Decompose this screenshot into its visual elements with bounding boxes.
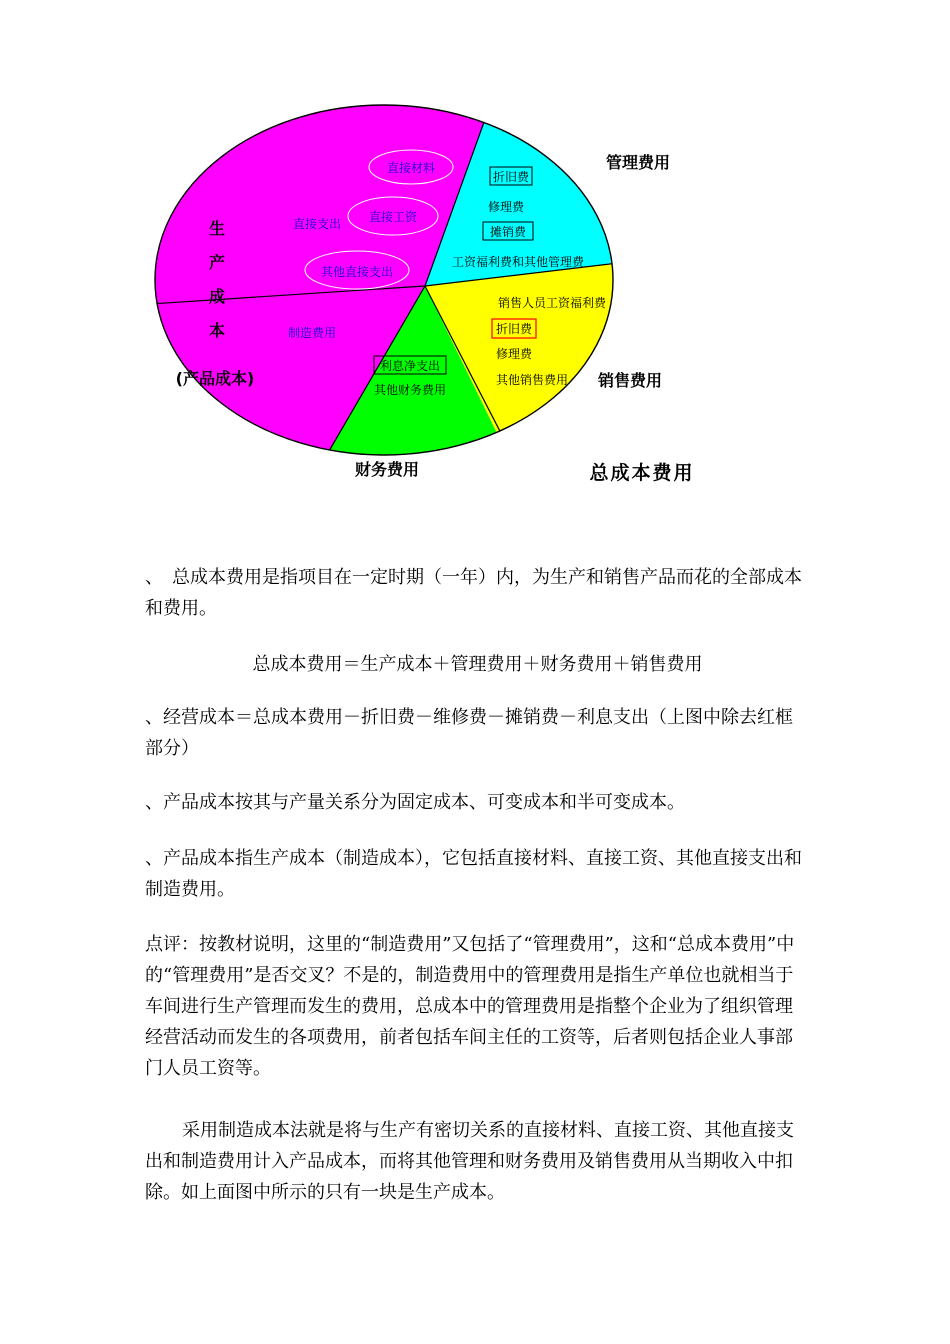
depreciation-sales-label: 折旧费 <box>495 322 533 336</box>
management-cost-label: 管理费用 <box>605 153 671 172</box>
other-direct-label: 其他直接支出 <box>320 265 394 279</box>
total-cost-title: 总成本费用 <box>589 462 695 484</box>
welfare-other-mgmt-label: 工资福利费和其他管理费 <box>451 255 585 269</box>
sales-staff-welfare-label: 销售人员工资福利费 <box>497 296 607 310</box>
production-char-1: 生 <box>208 219 226 238</box>
interest-label: 利息净支出 <box>379 359 441 373</box>
sales-cost-label: 销售费用 <box>597 371 663 390</box>
paragraph-total-cost-formula: 总成本费用＝生产成本＋管理费用＋财务费用＋销售费用 <box>252 654 703 675</box>
paragraph-manufacturing-cost-method: 采用制造成本法就是将与生产有密切关系的直接材料、直接工资、其他直接支出和制造费用计入产品成本，而将其他管理和财务费用及销售费用从当期收入中扣除。如上面图中所示的只有一块是生产成本。 <box>145 1120 794 1203</box>
other-finance-label: 其他财务费用 <box>373 383 447 397</box>
paragraph-product-cost-types: 、产品成本按其与产量关系分为固定成本、可变成本和半可变成本。 <box>145 792 685 813</box>
product-cost-label: (产品成本) <box>175 369 255 388</box>
production-char-4: 本 <box>208 321 226 340</box>
amortization-label: 摊销费 <box>489 225 527 239</box>
direct-wages-label: 直接工资 <box>368 210 418 224</box>
manufacturing-label: 制造费用 <box>287 326 337 340</box>
production-char-3: 成 <box>208 287 226 306</box>
paragraph-product-cost-composition: 、产品成本指生产成本（制造成本），它包括直接材料、直接工资、其他直接支出和制造费用。 <box>145 848 802 900</box>
direct-materials-label: 直接材料 <box>386 161 436 175</box>
other-sales-label: 其他销售费用 <box>495 373 569 387</box>
repair-sales-label: 修理费 <box>495 347 533 361</box>
paragraph-operating-cost: 、经营成本＝总成本费用－折旧费－维修费－摊销费－利息支出（上图中除去红框部分） <box>145 707 793 759</box>
depreciation-mgmt-label: 折旧费 <box>492 170 530 184</box>
paragraph-comment: 点评：按教材说明，这里的“制造费用”又包括了“管理费用”，这和“总成本费用”中的“管理费用”是否交叉？不是的，制造费用中的管理费用是指生产单位也就相当于车间进行生产管理而发生的费用，总成本中的管理费用是指整个企业为了组织管理经营活动而发生的各项费用，前者包括车间主任的工资等，后者则包括企业人事部门人员工资等。 <box>145 934 795 1079</box>
finance-cost-label: 财务费用 <box>354 460 420 479</box>
paragraph-total-cost-definition: 、 总成本费用是指项目在一定时期（一年）内，为生产和销售产品而花的全部成本和费用。 <box>145 567 802 619</box>
cost-diagram <box>0 0 950 520</box>
production-char-2: 产 <box>208 253 226 272</box>
direct-expense-label: 直接支出 <box>292 217 342 231</box>
repair-mgmt-label: 修理费 <box>487 200 525 214</box>
